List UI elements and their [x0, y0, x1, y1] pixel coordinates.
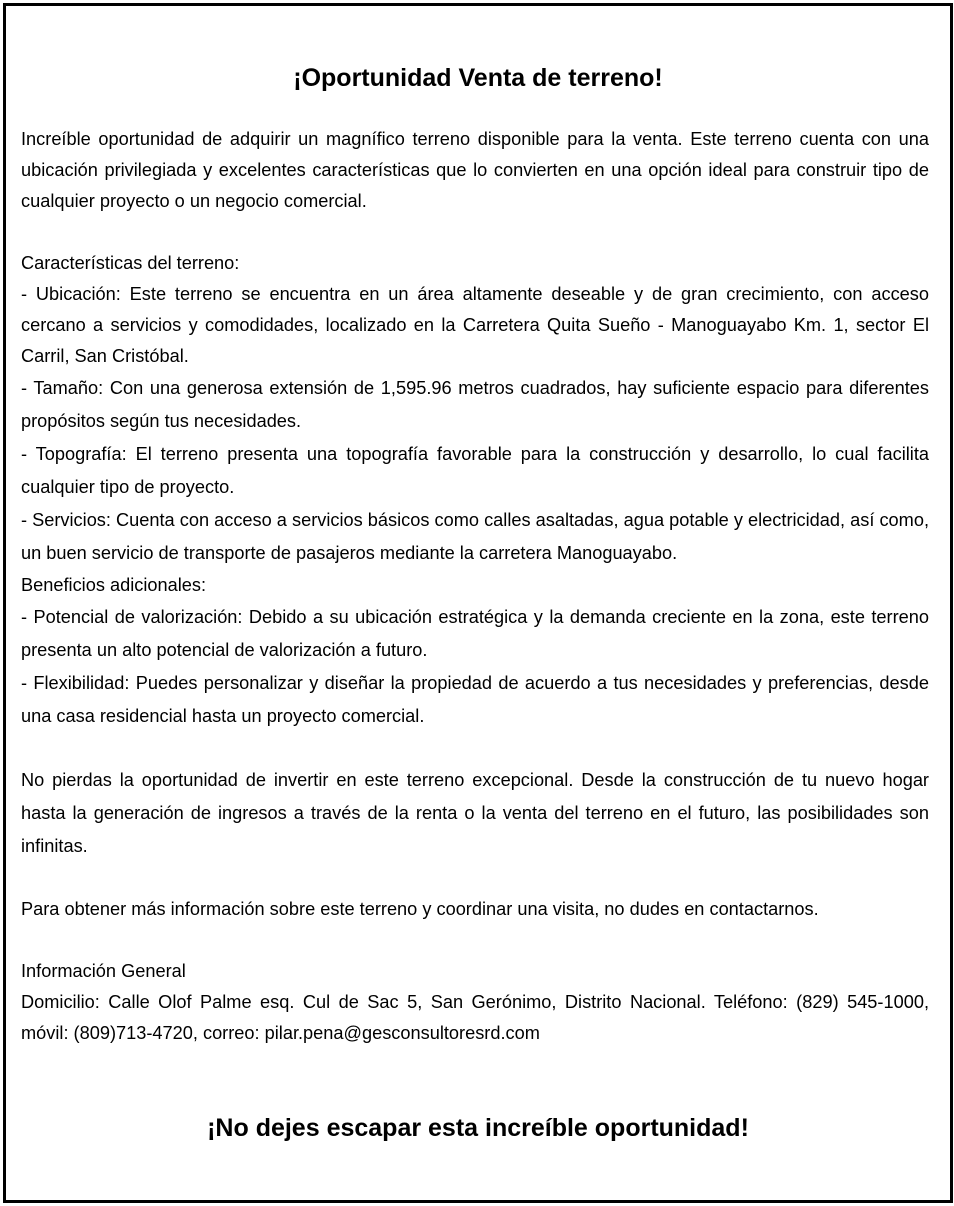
- closing-paragraph: No pierdas la oportunidad de invertir en este terreno excepcional. Desde la construcción de tu nuevo hogar hasta la generación de ingresos a través de la renta o la venta del terreno en el futuro, las posibilidades son infinitas.: [21, 770, 929, 856]
- spacer: [21, 925, 929, 956]
- benefit-flexibility: - Flexibilidad: Puedes personalizar y diseñar la propiedad de acuerdo a tus necesidades y preferencias, desde una casa residencial hasta un proyecto comercial.: [21, 673, 929, 726]
- general-info-details: Domicilio: Calle Olof Palme esq. Cul de Sac 5, San Gerónimo, Distrito Nacional. Teléfono: (829) 545-1000, móvil: (809)713-4720, correo: pilar.pena@gesconsultoresrd.com: [21, 992, 929, 1043]
- spacer: [21, 217, 929, 248]
- ad-body: [21, 124, 929, 1049]
- feature-size: - Tamaño: Con una generosa extensión de 1,595.96 metros cuadrados, hay suficiente espacio para diferentes propósitos según tus necesidades.: [21, 378, 929, 431]
- intro-paragraph: Increíble oportunidad de adquirir un magnífico terreno disponible para la venta. Este terreno cuenta con una ubicación privilegiada y excelentes características que lo convierten en una opción ideal para construir tipo de cualquier proyecto o un negocio comercial.: [21, 129, 929, 211]
- feature-topography: - Topografía: El terreno presenta una topografía favorable para la construcción y desarrollo, lo cual facilita cualquier tipo de proyecto.: [21, 444, 929, 497]
- spacer: [21, 733, 929, 764]
- ad-frame: [3, 3, 953, 1203]
- contact-prompt: Para obtener más información sobre este terreno y coordinar una visita, no dudes en contactarnos.: [21, 899, 819, 919]
- ad-title: ¡Oportunidad Venta de terreno!: [293, 64, 663, 92]
- call-to-action: ¡No dejes escapar esta increíble oportunidad!: [207, 1114, 749, 1142]
- features-heading: Características del terreno:: [21, 253, 240, 273]
- spacer: [21, 863, 929, 894]
- benefits-heading: Beneficios adicionales:: [21, 575, 207, 595]
- feature-location: - Ubicación: Este terreno se encuentra en un área altamente deseable y de gran crecimiento, con acceso cercano a servicios y comodidades, localizado en la Carretera Quita Sueño - Manoguayabo Km. 1, sector El Carril, San Cristóbal.: [21, 284, 929, 366]
- general-info-heading: Información General: [21, 961, 186, 981]
- feature-services: - Servicios: Cuenta con acceso a servicios básicos como calles asaltadas, agua potable y electricidad, así como, un buen servicio de transporte de pasajeros mediante la carretera Manoguayabo.: [21, 510, 929, 563]
- benefit-valuation: - Potencial de valorización: Debido a su ubicación estratégica y la demanda creciente en la zona, este terreno presenta un alto potencial de valorización a futuro.: [21, 607, 929, 660]
